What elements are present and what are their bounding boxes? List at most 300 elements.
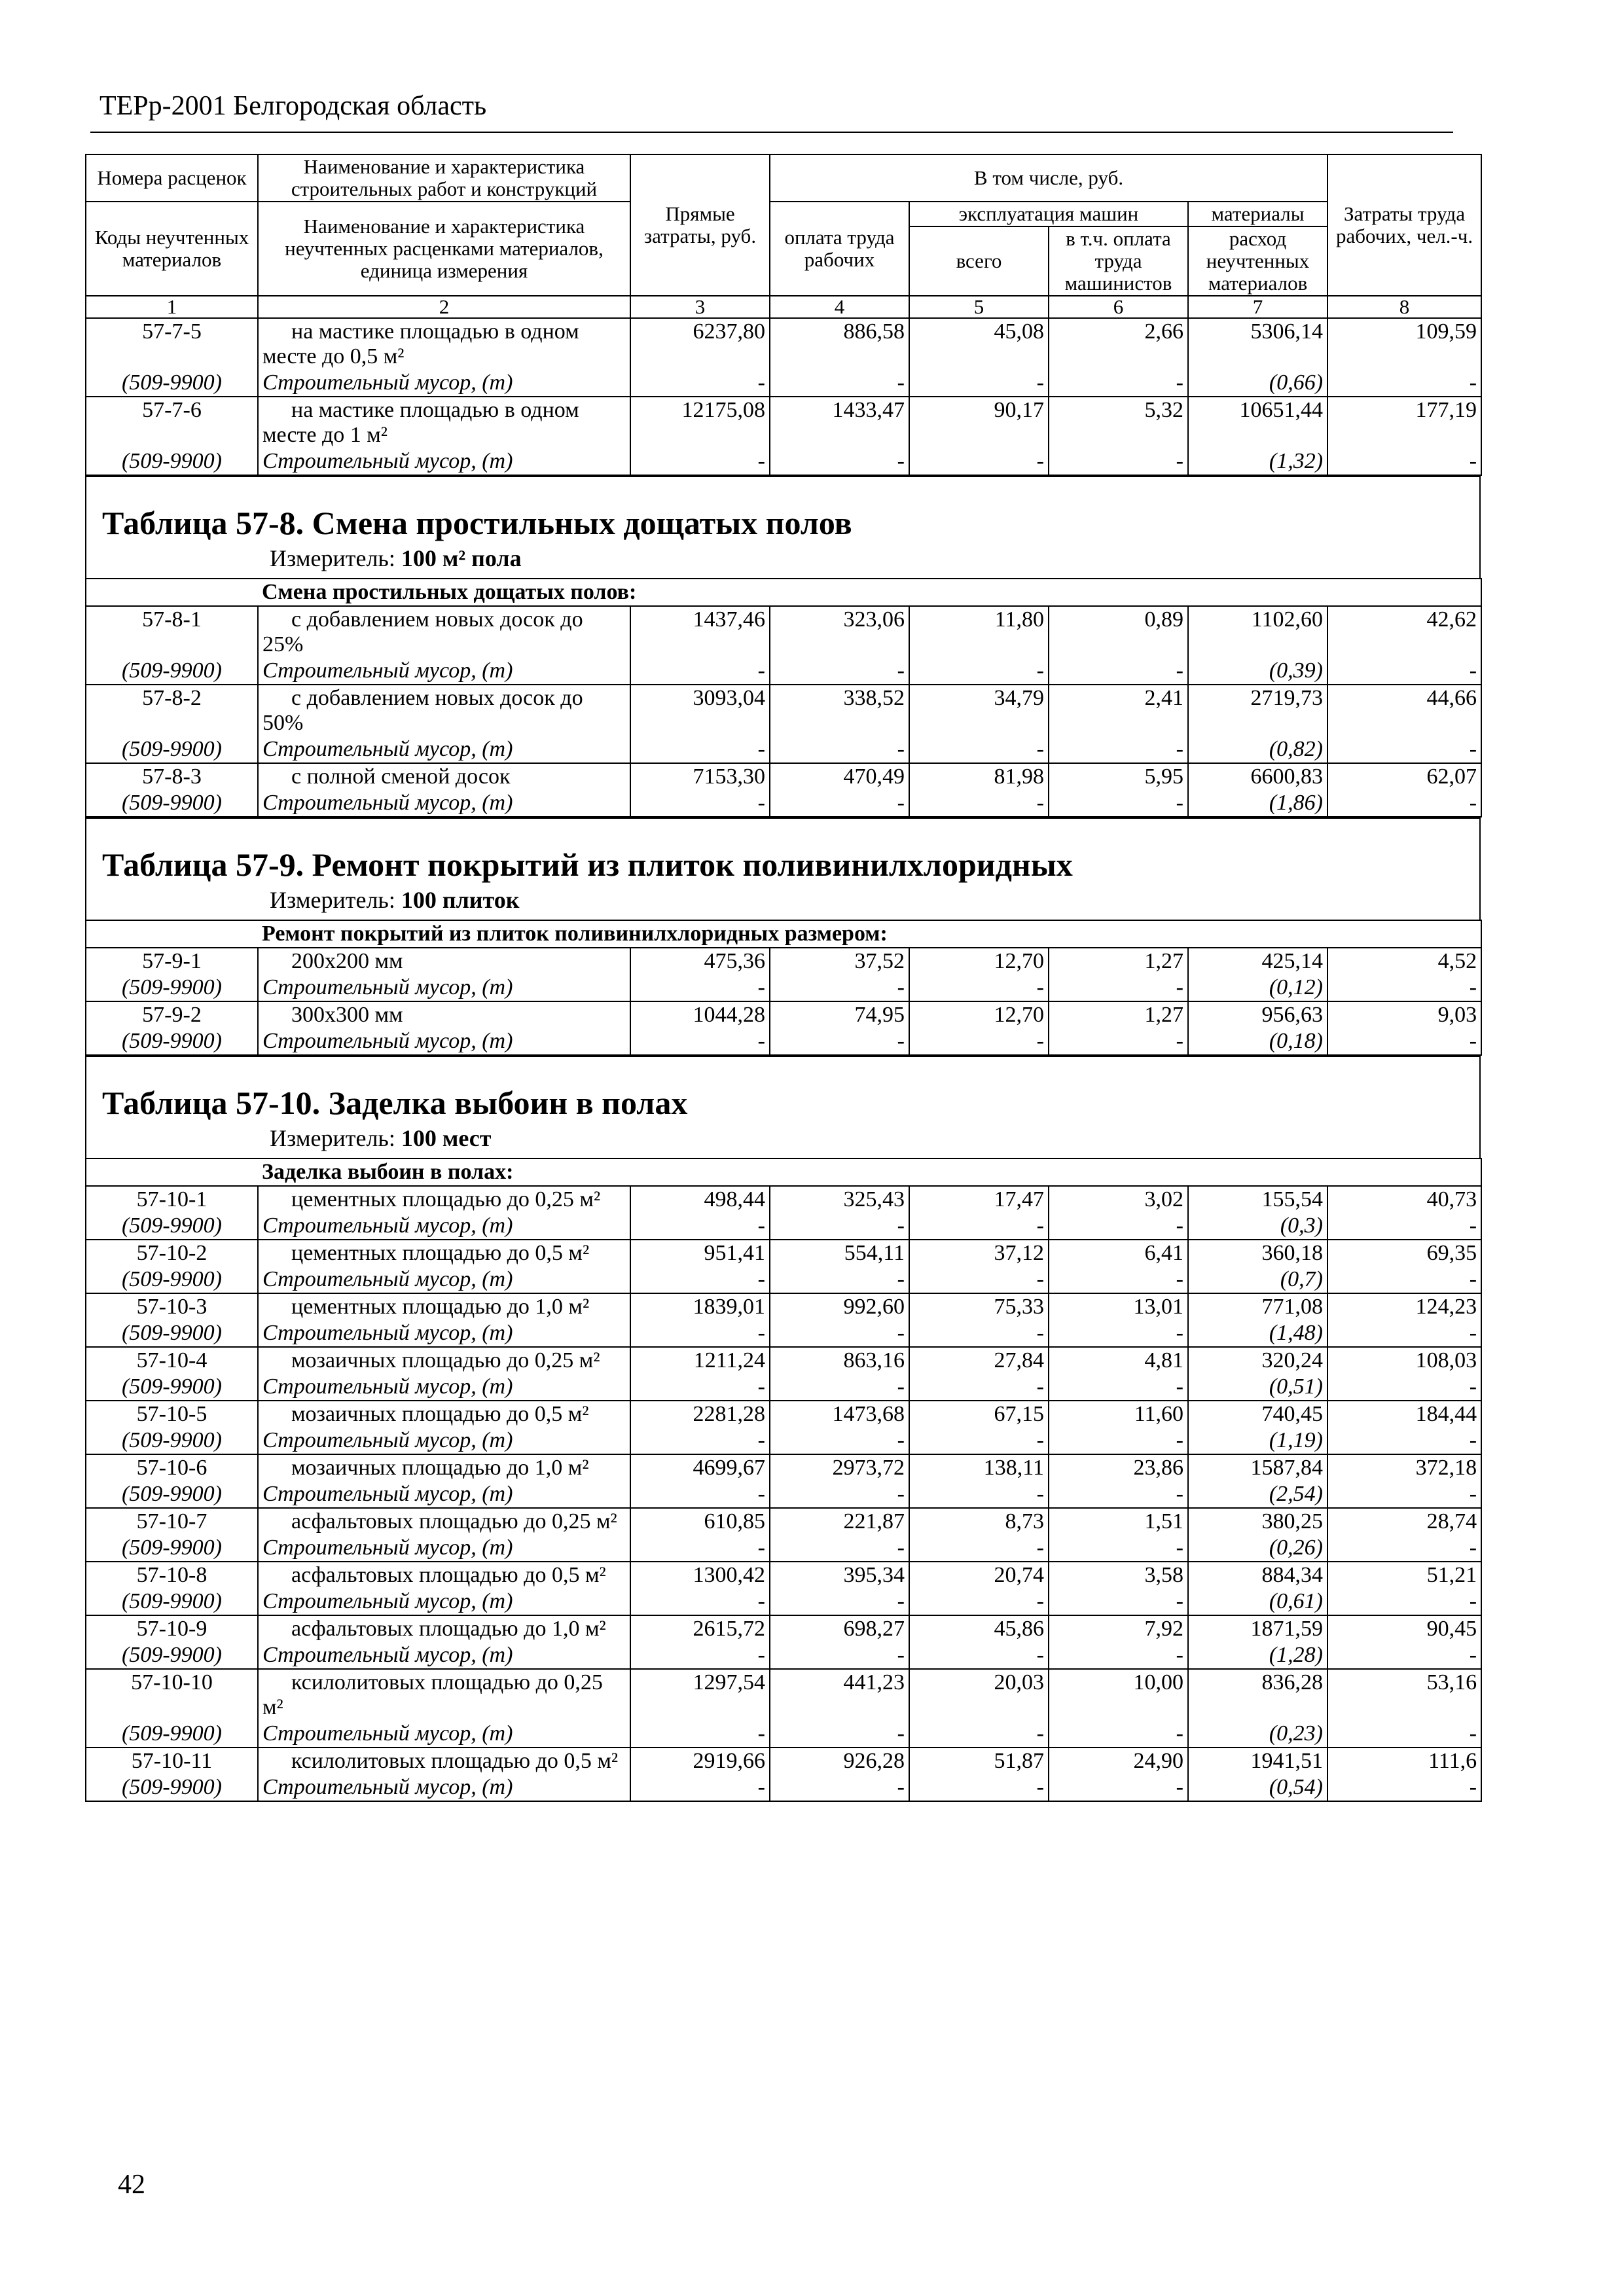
material-code: (509-9900) (86, 448, 258, 475)
rate-value-v4: 863,16 (770, 1347, 909, 1374)
rate-code: 57-10-1 (86, 1186, 258, 1213)
rate-value-v4: 886,58 (770, 318, 909, 370)
material-name: Строительный мусор, (т) (258, 1774, 630, 1801)
material-row (86, 1213, 1481, 1240)
material-value-s3: - (630, 1642, 770, 1669)
material-value-s6: - (1049, 658, 1188, 685)
rate-value-v5: 45,08 (909, 318, 1049, 370)
rate-value-v3: 1211,24 (630, 1347, 770, 1374)
material-value-s4: - (770, 736, 909, 763)
rate-code: 57-8-2 (86, 685, 258, 736)
material-name: Строительный мусор, (т) (258, 736, 630, 763)
material-name: Строительный мусор, (т) (258, 1320, 630, 1347)
rate-value-v7: 956,63 (1188, 1001, 1327, 1028)
rate-value-v5: 11,80 (909, 606, 1049, 658)
group-heading-spacer (86, 1158, 258, 1186)
material-value-s3: - (630, 975, 770, 1001)
rate-row (86, 1669, 1481, 1721)
rate-name (258, 1186, 630, 1213)
material-value-s6: - (1049, 975, 1188, 1001)
material-value-s4: - (770, 1535, 909, 1562)
rate-name (258, 1293, 630, 1320)
header-machine-operation: эксплуатация машин (909, 202, 1188, 226)
material-code: (509-9900) (86, 790, 258, 817)
measure-value: 100 мест (401, 1125, 492, 1151)
header-material-names: Наименование и характеристика неучтенных расценками материалов, единица измерения (258, 202, 630, 296)
material-value-s5: - (909, 370, 1049, 397)
rate-name-text: с добавлением новых досок до 25% (262, 607, 583, 656)
material-value-s8: - (1327, 1774, 1481, 1801)
rate-name-text: на мастике площадью в одном месте до 0,5 м² (262, 319, 579, 368)
measure-label: Измеритель: (270, 1125, 395, 1151)
header-rule (90, 132, 1453, 133)
continued-rows (86, 318, 1481, 475)
material-value-s5: - (909, 975, 1049, 1001)
material-value-s5: - (909, 1642, 1049, 1669)
rate-value-v7: 1871,59 (1188, 1615, 1327, 1642)
rate-value-v7: 771,08 (1188, 1293, 1327, 1320)
section-measure (86, 884, 1479, 920)
rate-value-v7: 836,28 (1188, 1669, 1327, 1721)
rate-value-v8: 44,66 (1327, 685, 1481, 736)
material-value-s4: - (770, 448, 909, 475)
material-value-s4: - (770, 370, 909, 397)
material-value-s3: - (630, 448, 770, 475)
material-name: Строительный мусор, (т) (258, 658, 630, 685)
rate-value-v4: 395,34 (770, 1562, 909, 1588)
rate-value-v4: 323,06 (770, 606, 909, 658)
material-value-s5: - (909, 736, 1049, 763)
material-value-s8: - (1327, 1028, 1481, 1055)
material-name: Строительный мусор, (т) (258, 448, 630, 475)
rate-name-text: мозаичных площадью до 0,25 м² (291, 1348, 600, 1372)
rate-value-v5: 12,70 (909, 1001, 1049, 1028)
rate-value-v6: 11,60 (1049, 1401, 1188, 1427)
rate-value-v6: 5,32 (1049, 397, 1188, 448)
material-code: (509-9900) (86, 736, 258, 763)
rate-row (86, 1240, 1481, 1266)
column-number: 5 (909, 296, 1049, 318)
group-heading: Ремонт покрытий из плиток поливинилхлоридных размером: (258, 920, 1481, 948)
rate-row (86, 1001, 1481, 1028)
material-value-s7: (0,54) (1188, 1774, 1327, 1801)
column-header-table (85, 154, 1482, 476)
sections-container (85, 476, 1481, 1802)
rate-name (258, 685, 630, 736)
section-table (85, 578, 1482, 817)
material-value-s4: - (770, 790, 909, 817)
rate-value-v8: 69,35 (1327, 1240, 1481, 1266)
rate-code: 57-7-5 (86, 318, 258, 370)
rate-row (86, 1401, 1481, 1427)
material-row (86, 658, 1481, 685)
material-code: (509-9900) (86, 1028, 258, 1055)
material-value-s4: - (770, 1374, 909, 1401)
material-value-s5: - (909, 1266, 1049, 1293)
rate-row (86, 1748, 1481, 1774)
material-value-s6: - (1049, 736, 1188, 763)
material-value-s5: - (909, 1535, 1049, 1562)
material-value-s3: - (630, 1588, 770, 1615)
material-value-s8: - (1327, 1642, 1481, 1669)
material-value-s5: - (909, 1774, 1049, 1801)
rate-value-v5: 67,15 (909, 1401, 1049, 1427)
rate-value-v6: 1,51 (1049, 1508, 1188, 1535)
rate-code: 57-10-5 (86, 1401, 258, 1427)
rate-value-v8: 9,03 (1327, 1001, 1481, 1028)
material-value-s6: - (1049, 1721, 1188, 1748)
group-heading-row (86, 1158, 1481, 1186)
rate-name-text: на мастике площадью в одном месте до 1 м² (262, 398, 579, 447)
rate-value-v6: 23,86 (1049, 1454, 1188, 1481)
material-value-s5: - (909, 1213, 1049, 1240)
rate-value-v6: 0,89 (1049, 606, 1188, 658)
material-value-s3: - (630, 1320, 770, 1347)
material-value-s7: (1,48) (1188, 1320, 1327, 1347)
material-value-s7: (0,26) (1188, 1535, 1327, 1562)
material-value-s7: (0,7) (1188, 1266, 1327, 1293)
material-value-s3: - (630, 1535, 770, 1562)
material-value-s3: - (630, 1213, 770, 1240)
rate-value-v8: 109,59 (1327, 318, 1481, 370)
material-value-s8: - (1327, 370, 1481, 397)
rate-name (258, 1615, 630, 1642)
rate-value-v7: 425,14 (1188, 948, 1327, 975)
material-value-s6: - (1049, 1320, 1188, 1347)
rate-name (258, 948, 630, 975)
rate-value-v6: 3,02 (1049, 1186, 1188, 1213)
material-value-s4: - (770, 1427, 909, 1454)
rate-name (258, 1001, 630, 1028)
material-value-s5: - (909, 790, 1049, 817)
material-code: (509-9900) (86, 1642, 258, 1669)
material-value-s5: - (909, 1427, 1049, 1454)
section-table (85, 920, 1482, 1056)
material-value-s7: (0,51) (1188, 1374, 1327, 1401)
material-value-s3: - (630, 1266, 770, 1293)
rate-name-text: цементных площадью до 0,5 м² (291, 1241, 590, 1265)
material-value-s4: - (770, 975, 909, 1001)
material-code: (509-9900) (86, 1588, 258, 1615)
rate-value-v5: 12,70 (909, 948, 1049, 975)
rate-value-v7: 5306,14 (1188, 318, 1327, 370)
rate-value-v5: 90,17 (909, 397, 1049, 448)
material-value-s8: - (1327, 1213, 1481, 1240)
rate-row (86, 1347, 1481, 1374)
material-name: Строительный мусор, (т) (258, 1427, 630, 1454)
rate-value-v7: 1941,51 (1188, 1748, 1327, 1774)
header-machines-total: всего (909, 226, 1049, 296)
rate-name-text: с полной сменой досок (291, 764, 511, 789)
material-value-s7: (1,28) (1188, 1642, 1327, 1669)
rate-value-v8: 28,74 (1327, 1508, 1481, 1535)
rate-value-v7: 320,24 (1188, 1347, 1327, 1374)
material-value-s7: (0,82) (1188, 736, 1327, 763)
rate-value-v6: 2,66 (1049, 318, 1188, 370)
material-value-s4: - (770, 1028, 909, 1055)
header-labor-costs: Затраты труда рабочих, чел.-ч. (1327, 154, 1481, 296)
rate-value-v7: 380,25 (1188, 1508, 1327, 1535)
header-materials: материалы (1188, 202, 1327, 226)
rate-value-v8: 4,52 (1327, 948, 1481, 975)
material-value-s7: (1,32) (1188, 448, 1327, 475)
rate-value-v8: 108,03 (1327, 1347, 1481, 1374)
material-name: Строительный мусор, (т) (258, 1588, 630, 1615)
material-name: Строительный мусор, (т) (258, 1213, 630, 1240)
measure-label: Измеритель: (270, 545, 395, 571)
material-code: (509-9900) (86, 1427, 258, 1454)
material-value-s4: - (770, 1266, 909, 1293)
rate-name-text: асфальтовых площадью до 0,5 м² (291, 1563, 606, 1587)
material-value-s4: - (770, 1588, 909, 1615)
price-tables (85, 154, 1481, 1802)
rate-name (258, 1240, 630, 1266)
rate-value-v5: 17,47 (909, 1186, 1049, 1213)
material-value-s4: - (770, 658, 909, 685)
material-row (86, 1481, 1481, 1508)
header-work-name: Наименование и характеристика строительных работ и конструкций (258, 154, 630, 202)
material-code: (509-9900) (86, 1213, 258, 1240)
material-value-s3: - (630, 1481, 770, 1508)
material-name: Строительный мусор, (т) (258, 790, 630, 817)
page-header: ТЕРр-2001 Белгородская область (99, 91, 487, 121)
rate-value-v5: 27,84 (909, 1347, 1049, 1374)
material-value-s6: - (1049, 1028, 1188, 1055)
rate-value-v5: 81,98 (909, 763, 1049, 790)
material-value-s6: - (1049, 1213, 1188, 1240)
material-name: Строительный мусор, (т) (258, 1642, 630, 1669)
rate-name (258, 763, 630, 790)
material-value-s7: (1,19) (1188, 1427, 1327, 1454)
material-value-s6: - (1049, 448, 1188, 475)
material-code: (509-9900) (86, 1266, 258, 1293)
material-value-s4: - (770, 1213, 909, 1240)
group-heading-spacer (86, 920, 258, 948)
rate-row (86, 1454, 1481, 1481)
header-direct-costs: Прямые затраты, руб. (630, 154, 770, 296)
material-row (86, 370, 1481, 397)
rate-name (258, 1454, 630, 1481)
rate-value-v7: 1587,84 (1188, 1454, 1327, 1481)
rate-name (258, 1401, 630, 1427)
rate-code: 57-8-3 (86, 763, 258, 790)
rate-name (258, 1562, 630, 1588)
rate-value-v5: 34,79 (909, 685, 1049, 736)
rate-value-v5: 8,73 (909, 1508, 1049, 1535)
rate-row (86, 318, 1481, 370)
rate-value-v8: 372,18 (1327, 1454, 1481, 1481)
material-value-s5: - (909, 448, 1049, 475)
rate-value-v5: 51,87 (909, 1748, 1049, 1774)
material-value-s8: - (1327, 658, 1481, 685)
rate-name-text: 300х300 мм (291, 1003, 403, 1027)
material-value-s6: - (1049, 1266, 1188, 1293)
material-value-s5: - (909, 1588, 1049, 1615)
rate-row (86, 606, 1481, 658)
section-title: Таблица 57-10. Заделка выбоин в полах (102, 1085, 688, 1121)
material-value-s6: - (1049, 1588, 1188, 1615)
rate-value-v8: 51,21 (1327, 1562, 1481, 1588)
column-number-row (86, 296, 1481, 318)
rate-name-text: 200х200 мм (291, 949, 403, 973)
material-row (86, 1588, 1481, 1615)
rate-value-v8: 111,6 (1327, 1748, 1481, 1774)
material-value-s5: - (909, 658, 1049, 685)
material-row (86, 1535, 1481, 1562)
rate-value-v6: 1,27 (1049, 948, 1188, 975)
rate-value-v6: 6,41 (1049, 1240, 1188, 1266)
rate-value-v7: 6600,83 (1188, 763, 1327, 790)
material-value-s5: - (909, 1320, 1049, 1347)
measure-value: 100 м² пола (401, 545, 522, 571)
section-title: Таблица 57-9. Ремонт покрытий из плиток поливинилхлоридных (102, 846, 1073, 883)
material-code: (509-9900) (86, 370, 258, 397)
material-row (86, 1642, 1481, 1669)
group-heading-spacer (86, 579, 258, 606)
material-value-s4: - (770, 1774, 909, 1801)
rate-name-text: ксилолитовых площадью до 0,5 м² (291, 1749, 619, 1773)
rate-row (86, 1508, 1481, 1535)
group-heading: Заделка выбоин в полах: (258, 1158, 1481, 1186)
material-value-s7: (0,61) (1188, 1588, 1327, 1615)
section-block (85, 1056, 1481, 1158)
material-value-s7: (0,3) (1188, 1213, 1327, 1240)
material-row (86, 1374, 1481, 1401)
column-number: 1 (86, 296, 258, 318)
rate-value-v4: 74,95 (770, 1001, 909, 1028)
rate-value-v7: 2719,73 (1188, 685, 1327, 736)
rate-code: 57-10-10 (86, 1669, 258, 1721)
rate-name-text: ксилолитовых площадью до 0,25 м² (262, 1670, 603, 1719)
rate-code: 57-10-7 (86, 1508, 258, 1535)
rate-value-v6: 24,90 (1049, 1748, 1188, 1774)
rate-code: 57-10-2 (86, 1240, 258, 1266)
rate-name-text: с добавлением новых досок до 50% (262, 686, 583, 735)
rate-code: 57-10-11 (86, 1748, 258, 1774)
section-block (85, 817, 1481, 920)
rate-row (86, 1186, 1481, 1213)
material-row (86, 1266, 1481, 1293)
material-name: Строительный мусор, (т) (258, 1028, 630, 1055)
rate-value-v3: 951,41 (630, 1240, 770, 1266)
material-value-s5: - (909, 1721, 1049, 1748)
section-measure (86, 1122, 1479, 1158)
rate-value-v7: 1102,60 (1188, 606, 1327, 658)
column-number: 3 (630, 296, 770, 318)
material-value-s7: (0,12) (1188, 975, 1327, 1001)
rate-name (258, 1669, 630, 1721)
header-rate-numbers: Номера расценок (86, 154, 258, 202)
rate-value-v3: 2615,72 (630, 1615, 770, 1642)
measure-value: 100 плиток (401, 887, 520, 913)
material-value-s5: - (909, 1481, 1049, 1508)
material-value-s3: - (630, 790, 770, 817)
material-value-s8: - (1327, 1481, 1481, 1508)
rate-value-v3: 12175,08 (630, 397, 770, 448)
rate-value-v7: 10651,44 (1188, 397, 1327, 448)
rate-value-v8: 40,73 (1327, 1186, 1481, 1213)
rate-code: 57-7-6 (86, 397, 258, 448)
rate-value-v8: 53,16 (1327, 1669, 1481, 1721)
rate-code: 57-10-8 (86, 1562, 258, 1588)
rate-value-v6: 1,27 (1049, 1001, 1188, 1028)
rate-value-v6: 5,95 (1049, 763, 1188, 790)
rate-row (86, 763, 1481, 790)
material-name: Строительный мусор, (т) (258, 1266, 630, 1293)
rate-value-v7: 155,54 (1188, 1186, 1327, 1213)
material-value-s5: - (909, 1374, 1049, 1401)
material-row (86, 448, 1481, 475)
rate-value-v5: 37,12 (909, 1240, 1049, 1266)
rate-row (86, 397, 1481, 448)
material-value-s8: - (1327, 1427, 1481, 1454)
rate-name-text: цементных площадью до 1,0 м² (291, 1295, 590, 1319)
material-value-s8: - (1327, 1588, 1481, 1615)
rate-value-v4: 926,28 (770, 1748, 909, 1774)
rate-code: 57-8-1 (86, 606, 258, 658)
rate-value-v3: 1839,01 (630, 1293, 770, 1320)
material-value-s8: - (1327, 790, 1481, 817)
rate-name (258, 1508, 630, 1535)
material-row (86, 1721, 1481, 1748)
group-heading: Смена простильных дощатых полов: (258, 579, 1481, 606)
rate-value-v5: 20,03 (909, 1669, 1049, 1721)
rate-value-v3: 1044,28 (630, 1001, 770, 1028)
material-value-s3: - (630, 1721, 770, 1748)
rate-value-v3: 2919,66 (630, 1748, 770, 1774)
rate-value-v8: 184,44 (1327, 1401, 1481, 1427)
header-including-group: В том числе, руб. (770, 154, 1327, 202)
rate-name-text: мозаичных площадью до 1,0 м² (291, 1456, 589, 1480)
material-value-s4: - (770, 1481, 909, 1508)
material-value-s7: (1,86) (1188, 790, 1327, 817)
material-row (86, 1774, 1481, 1801)
rate-code: 57-10-3 (86, 1293, 258, 1320)
column-number: 6 (1049, 296, 1188, 318)
rate-value-v6: 7,92 (1049, 1615, 1188, 1642)
rate-value-v3: 6237,80 (630, 318, 770, 370)
rate-value-v5: 20,74 (909, 1562, 1049, 1588)
rate-code: 57-10-4 (86, 1347, 258, 1374)
material-row (86, 1028, 1481, 1055)
material-code: (509-9900) (86, 1374, 258, 1401)
material-value-s3: - (630, 1028, 770, 1055)
rate-value-v6: 2,41 (1049, 685, 1188, 736)
material-code: (509-9900) (86, 975, 258, 1001)
header-worker-wages: оплата труда рабочих (770, 202, 909, 296)
rate-value-v5: 75,33 (909, 1293, 1049, 1320)
rate-value-v6: 13,01 (1049, 1293, 1188, 1320)
rate-row (86, 1615, 1481, 1642)
rate-name-text: асфальтовых площадью до 0,25 м² (291, 1509, 617, 1534)
rate-value-v3: 498,44 (630, 1186, 770, 1213)
material-value-s6: - (1049, 1481, 1188, 1508)
rate-value-v6: 4,81 (1049, 1347, 1188, 1374)
material-name: Строительный мусор, (т) (258, 1535, 630, 1562)
section-block (85, 476, 1481, 578)
material-value-s6: - (1049, 370, 1188, 397)
header-unaccounted-materials: расход неучтенных материалов (1188, 226, 1327, 296)
rate-row (86, 1293, 1481, 1320)
rate-code: 57-9-1 (86, 948, 258, 975)
rate-value-v4: 698,27 (770, 1615, 909, 1642)
material-value-s8: - (1327, 1374, 1481, 1401)
group-heading-row (86, 579, 1481, 606)
material-value-s8: - (1327, 1320, 1481, 1347)
material-value-s7: (0,23) (1188, 1721, 1327, 1748)
rate-code: 57-10-9 (86, 1615, 258, 1642)
rate-row (86, 685, 1481, 736)
